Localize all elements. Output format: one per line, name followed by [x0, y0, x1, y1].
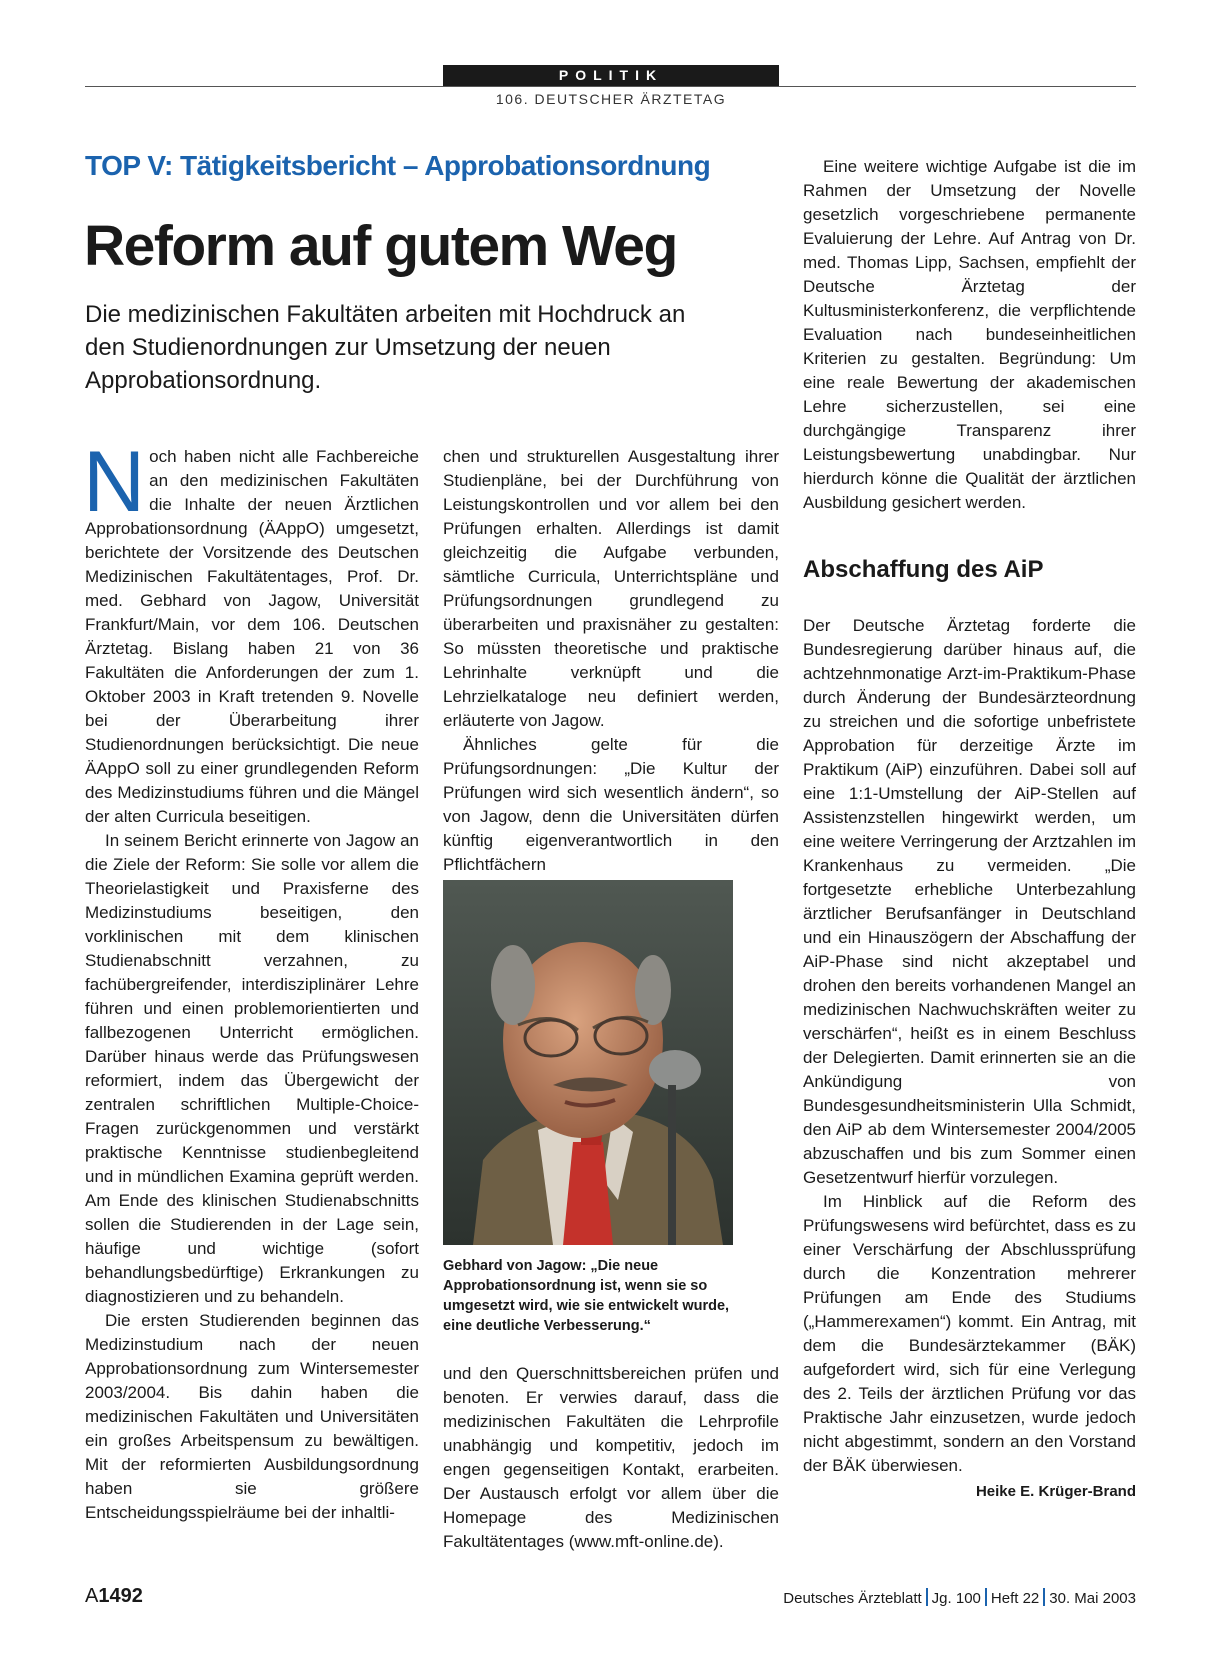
- dropcap: N: [83, 434, 146, 530]
- paragraph: chen und strukturellen Ausgestaltung ihrer Studienpläne, bei der Durchführung von Leistungskontrollen und vor allem bei den Prüfungen erhalten. Allerdings ist damit gleichzeitig die Aufgabe verbunden, sämtliche Curricula, Unterrichtspläne und Prüfungsordnungen grundlegend zu überarbeiten und praxisnäher zu gestalten: So müssten theoretische und praktische Lehrinhalte verknüpft und die Lehrzielkataloge neu definiert werden, erläuterte von Jagow.: [443, 447, 779, 730]
- article-lead: Die medizinischen Fakultäten arbeiten mit Hochdruck an den Studienordnungen zur Umsetzung der neuen Approbationsordnung.: [85, 301, 686, 394]
- author-byline: Heike E. Krüger-Brand: [975, 1483, 1136, 1500]
- journal-footer: [783, 1588, 1136, 1607]
- paragraph: In seinem Bericht erinnerte von Jagow an die Ziele der Reform: Sie solle vor allem die Theorielastigkeit und Praxisferne des Medizinstudiums beseitigen, den vorklinischen mit dem klinischen Studienabschnitt verzahnen, zu fachübergreifender, interdisziplinärer Lehre führen und einen problemorientierten und fallbezogenen Unterricht ermöglichen. Darüber hinaus werde das Prüfungswesen reformiert, indem das Übergewicht der zentralen schriftlichen Multiple-Choice-Fragen zurückgenommen und verstärkt praktische Kenntnisse studienbegleitend und in mündlichen Examina geprüft werden. Am Ende des klinischen Studienabschnitts sollen die Studierenden in der Lage sein, häufige und wichtige (sofort behandlungsbedürftige) Erkrankungen zu diagnostizieren und zu behandeln.: [85, 831, 419, 1306]
- journal-issue: Heft 22: [990, 1590, 1040, 1607]
- paragraph: Ähnliches gelte für die Prüfungsordnungen: „Die Kultur der Prüfungen wird sich wesentlich ändern“, so von Jagow, denn die Universitäten dürfen künftig eigenverantwortlich in den Pflichtfächern: [443, 735, 779, 874]
- journal-date: 30. Mai 2003: [1049, 1590, 1136, 1607]
- separator: [926, 1588, 928, 1606]
- column-3-bottom: [803, 614, 1136, 1504]
- column-2-bottom: [443, 1362, 779, 1554]
- article-headline: Reform auf gutem Weg: [84, 214, 677, 278]
- paragraph: Die ersten Studierenden beginnen das Medizinstudium nach der neuen Approbationsordnung zum Wintersemester 2003/2004. Bis dahin haben die medizinischen Fakultäten und Universitäten ein großes Arbeitspensum zu bewältigen. Mit der reformierten Ausbildungsordnung haben sie größere Entscheidungsspielräume bei der inhaltli-: [85, 1311, 419, 1522]
- paragraph: Eine weitere wichtige Aufgabe ist die im Rahmen der Umsetzung der Novelle gesetzlich vorgeschriebene permanente Evaluierung der Lehre. Auf Antrag von Dr. med. Thomas Lipp, Sachsen, empfiehlt der Deutsche Ärztetag der Kultusministerkonferenz, die verpflichtende Evaluation nach bundeseinheitlichen Kriterien zu gestalten. Begründung: Um eine reale Bewertung der akademischen Lehre sicherzustellen, sei eine durchgängige Transparenz ihrer Leistungsbewertung unabdingbar. Nur hierdurch könne die Qualität der ärztlichen Ausbildung gesichert werden.: [803, 157, 1136, 512]
- section-label: POLITIK: [443, 65, 779, 86]
- photo-caption: Gebhard von Jagow: „Die neue Approbationsordnung ist, wenn sie so umgesetzt wird, wie sie entwickelt wurde, eine deutliche Verbesserung.“: [443, 1258, 730, 1334]
- portrait-image: [443, 880, 733, 1245]
- subsection-label: 106. DEUTSCHER ÄRZTETAG: [495, 91, 727, 107]
- separator: [1043, 1588, 1045, 1606]
- journal-name: Deutsches Ärzteblatt: [783, 1590, 922, 1607]
- column-1: [83, 434, 419, 1525]
- article-topline: TOP V: Tätigkeitsbericht – Approbationsordnung: [85, 150, 711, 181]
- journal-volume: Jg. 100: [931, 1590, 981, 1607]
- portrait-photo: [443, 880, 733, 1245]
- subheading: Abschaffung des AiP: [803, 556, 1044, 583]
- separator: [985, 1588, 987, 1606]
- paragraph: und den Querschnittsbereichen prüfen und benoten. Er verwies darauf, dass die medizinischen Fakultäten die Lehrprofile unabhängig und kompetitiv, jedoch im engen gegenseitigen Kontakt, erarbeiten. Der Austausch erfolgt vor allem über die Homepage des Medizinischen Fakultätentages (www.mft-online.de).: [443, 1364, 779, 1551]
- paragraph: Der Deutsche Ärztetag forderte die Bundesregierung darüber hinaus auf, die achtzehnmonatige Arzt-im-Praktikum-Phase durch Änderung der Bundesärzteordnung zu streichen und die sofortige unbefristete Approbation für derzeitige Ärzte im Praktikum (AiP) einzuführen. Dabei soll auf eine 1:1-Umstellung der AiP-Stellen auf Assistenzstellen hingewirkt werden, um eine weitere Verringerung der Arztzahlen im Krankenhaus zu vermeiden. „Die fortgesetzte erhebliche Unterbezahlung ärztlicher Berufsanfänger in Deutschland und ein Hinauszögern der Abschaffung der AiP-Phase sind nicht akzeptabel und drohen den bereits vorhandenen Mangel an medizinischen Nachwuchskräften weiter zu verschärfen“, heißt es in einem Beschluss der Delegierten. Damit erinnerten sie an die Ankündigung von Bundesgesundheitsministerin Ulla Schmidt, den AiP ab dem Wintersemester 2004/2005 abzuschaffen und bis zum Sommer einen Gesetzentwurf hierfür vorzulegen.: [803, 616, 1136, 1187]
- header-rule: [85, 86, 1136, 87]
- paragraph: Im Hinblick auf die Reform des Prüfungswesens wird befürchtet, dass es zu einer Verschärfung der Abschlussprüfung durch die Konzentration mehrerer Prüfungen am Ende des Studiums („Hammerexamen“) kommt. Ein Antrag, mit dem die Bundesärztekammer (BÄK) aufgefordert wird, sich für eine Verlegung des 2. Teils der ärztlichen Prüfung vor das Praktische Jahr einzusetzen, wurde jedoch nicht abgestimmt, sondern an den Vorstand der BÄK überwiesen. Heike E. Krüger-Brand: [803, 1190, 1136, 1478]
- column-3-top: [803, 155, 1136, 515]
- paragraph: Noch haben nicht alle Fachbereiche an den medizinischen Fakultäten die Inhalte der neuen Ärztlichen Approbationsordnung (ÄAppO) umgesetzt, berichtete der Vorsitzende des Deutschen Medizinischen Fakultätentages, Prof. Dr. med. Gebhard von Jagow, Universität Frankfurt/Main, vor dem 106. Deutschen Ärztetag. Bislang haben 21 von 36 Fakultäten die Anforderungen der zum 1. Oktober 2003 in Kraft tretenden 9. Novelle bei der Überarbeitung ihrer Studienordnungen berücksichtigt. Die neue ÄAppO soll zu einer grundlegenden Reform des Medizinstudiums führen und die Mängel der alten Curricula beseitigen.: [83, 434, 419, 826]
- column-2-top: [443, 445, 779, 877]
- page-number: A1492: [85, 1585, 143, 1607]
